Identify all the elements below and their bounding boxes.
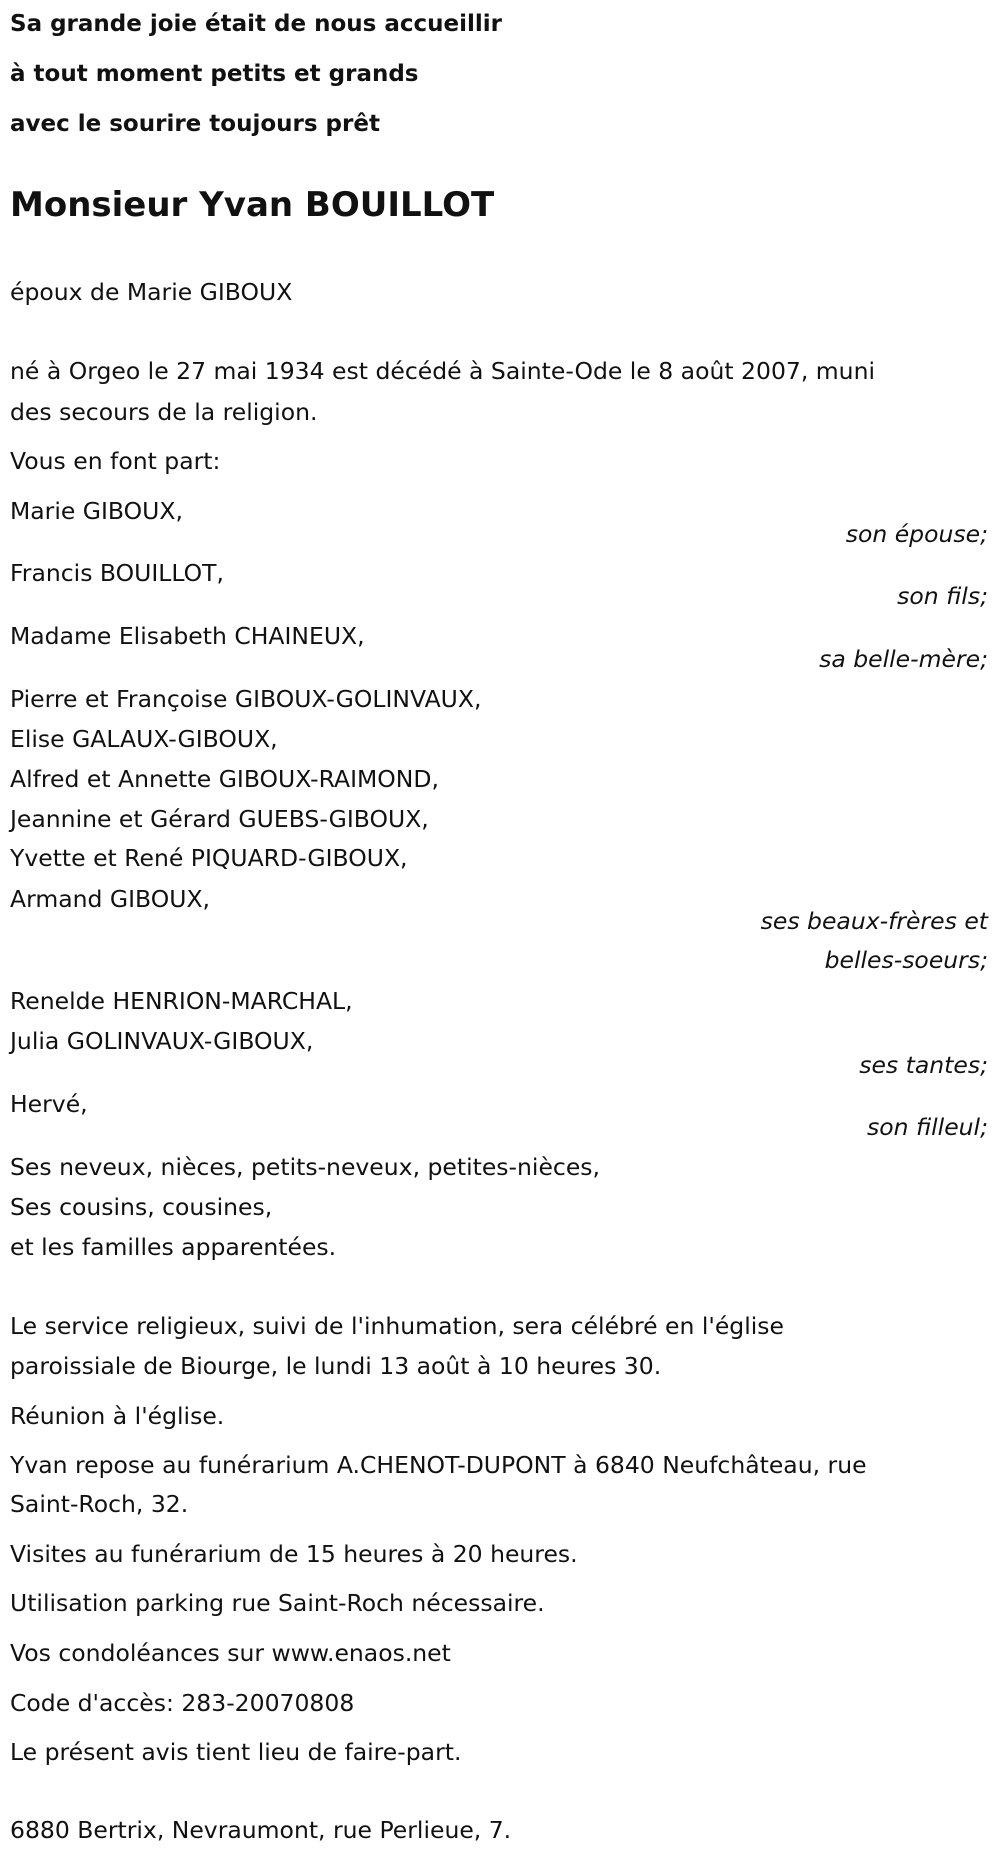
deceased-name: Monsieur Yvan BOUILLOT: [10, 185, 495, 225]
service-text: paroissiale de Biourge, le lundi 13 août à 10 heures 30.: [10, 1352, 662, 1380]
family-relation: ses tantes;: [859, 1051, 988, 1079]
info-line: Saint-Roch, 32.: [10, 1490, 189, 1518]
spouse-line: époux de Marie GIBOUX: [10, 278, 293, 306]
family-name: Yvette et René PIQUARD-GIBOUX,: [10, 844, 408, 872]
info-line: Utilisation parking rue Saint-Roch nécessaire.: [10, 1589, 545, 1617]
family-name: Marie GIBOUX,: [10, 497, 183, 525]
info-line: Yvan repose au funérarium A.CHENOT-DUPONT à 6840 Neufchâteau, rue: [10, 1451, 867, 1479]
announce-text: Vous en font part:: [10, 447, 221, 475]
family-name: Elise GALAUX-GIBOUX,: [10, 725, 278, 753]
verse-line: à tout moment petits et grands: [10, 61, 419, 87]
birth-death-text: né à Orgeo le 27 mai 1934 est décédé à Sainte-Ode le 8 août 2007, muni: [10, 357, 875, 385]
family-relation: sa belle-mère;: [819, 645, 988, 673]
family-address: 6880 Bertrix, Nevraumont, rue Perlieue, 7.: [10, 1816, 512, 1844]
family-relation: son épouse;: [845, 520, 988, 548]
family-name: Renelde HENRION-MARCHAL,: [10, 987, 353, 1015]
family-name: Jeannine et Gérard GUEBS-GIBOUX,: [10, 805, 429, 833]
family-relation: son fils;: [897, 582, 988, 610]
family-relation: ses beaux-frères et: [760, 907, 988, 935]
family-relation: son filleul;: [866, 1113, 988, 1141]
verse-line: avec le sourire toujours prêt: [10, 111, 380, 137]
info-line: Réunion à l'église.: [10, 1402, 225, 1430]
family-name: Armand GIBOUX,: [10, 885, 211, 913]
family-name: Francis BOUILLOT,: [10, 559, 224, 587]
condolences-line: Vos condoléances sur www.enaos.net: [10, 1639, 451, 1667]
verse-line: Sa grande joie était de nous accueillir: [10, 11, 502, 37]
access-code-line: Code d'accès: 283-20070808: [10, 1689, 355, 1717]
extended-family: et les familles apparentées.: [10, 1233, 337, 1261]
birth-death-text: des secours de la religion.: [10, 398, 318, 426]
extended-family: Ses cousins, cousines,: [10, 1193, 273, 1221]
family-name: Madame Elisabeth CHAINEUX,: [10, 622, 365, 650]
family-name: Alfred et Annette GIBOUX-RAIMOND,: [10, 765, 439, 793]
service-text: Le service religieux, suivi de l'inhumation, sera célébré en l'église: [10, 1312, 784, 1340]
extended-family: Ses neveux, nièces, petits-neveux, petites-nièces,: [10, 1153, 600, 1181]
family-name: Hervé,: [10, 1090, 88, 1118]
family-name: Julia GOLINVAUX-GIBOUX,: [10, 1027, 314, 1055]
family-name: Pierre et Françoise GIBOUX-GOLINVAUX,: [10, 685, 482, 713]
info-line: Visites au funérarium de 15 heures à 20 heures.: [10, 1540, 578, 1568]
family-relation: belles-soeurs;: [824, 946, 988, 974]
info-line: Le présent avis tient lieu de faire-part.: [10, 1738, 462, 1766]
